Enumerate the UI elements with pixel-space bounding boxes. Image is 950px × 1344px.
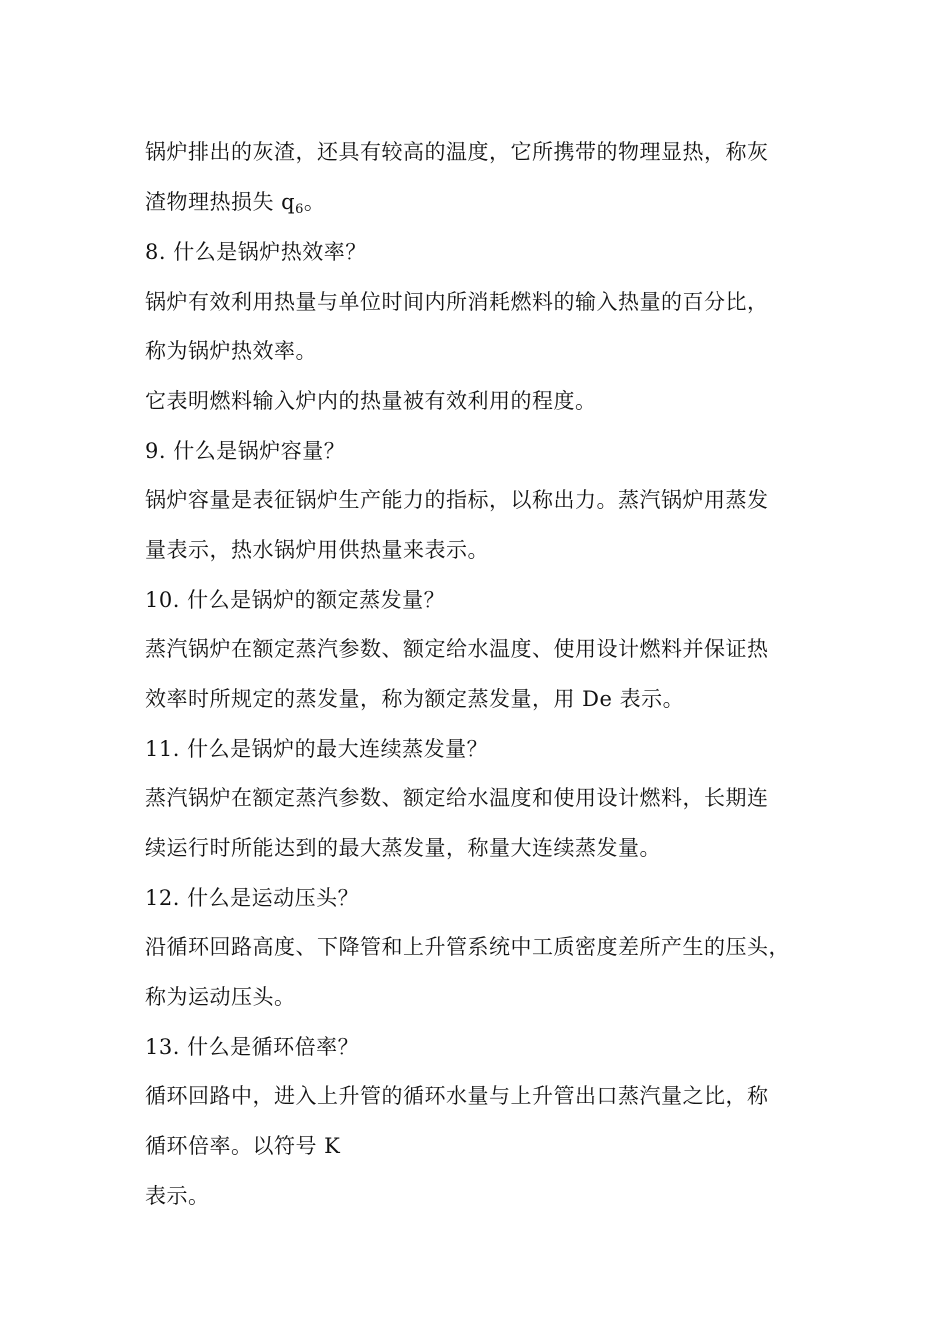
answer-line: 锅炉容量是表征锅炉生产能力的指标，以称出力。蒸汽锅炉用蒸发 [145, 488, 769, 512]
question-heading: 10. 什么是锅炉的额定蒸发量？ [145, 588, 446, 612]
answer-line: 沿循环回路高度、下降管和上升管系统中工质密度差所产生的压头， [145, 935, 790, 959]
answer-line: 称为运动压头。 [145, 985, 296, 1009]
answer-line: 它表明燃料输入炉内的热量被有效利用的程度。 [145, 389, 597, 413]
paragraph-text: 。 [303, 190, 326, 214]
answer-line: 锅炉有效利用热量与单位时间内所消耗燃料的输入热量的百分比， [145, 290, 769, 314]
answer-line: 蒸汽锅炉在额定蒸汽参数、额定给水温度和使用设计燃料，长期连 [145, 786, 769, 810]
question-heading: 9. 什么是锅炉容量？ [145, 439, 346, 463]
answer-line: 蒸汽锅炉在额定蒸汽参数、额定给水温度、使用设计燃料并保证热 [145, 637, 769, 661]
paragraph-line: 锅炉排出的灰渣，还具有较高的温度，它所携带的物理显热，称灰 [145, 140, 769, 164]
question-heading: 11. 什么是锅炉的最大连续蒸发量？ [145, 737, 489, 761]
question-heading: 12. 什么是运动压头？ [145, 886, 360, 910]
subscript: 6 [295, 202, 304, 217]
answer-line: 循环回路中，进入上升管的循环水量与上升管出口蒸汽量之比，称 [145, 1084, 769, 1108]
answer-line: 续运行时所能达到的最大蒸发量，称量大连续蒸发量。 [145, 836, 661, 860]
answer-line: 量表示，热水锅炉用供热量来表示。 [145, 538, 489, 562]
paragraph-line [145, 187, 325, 217]
answer-line: 称为锅炉热效率。 [145, 339, 317, 363]
question-heading: 13. 什么是循环倍率？ [145, 1035, 360, 1059]
paragraph-text: 渣物理热损失 q [145, 190, 296, 214]
answer-line: 循环倍率。以符号 K [145, 1134, 341, 1158]
answer-line: 效率时所规定的蒸发量，称为额定蒸发量，用 De 表示。 [145, 687, 685, 711]
answer-line: 表示。 [145, 1184, 210, 1208]
question-heading: 8. 什么是锅炉热效率？ [145, 240, 367, 264]
